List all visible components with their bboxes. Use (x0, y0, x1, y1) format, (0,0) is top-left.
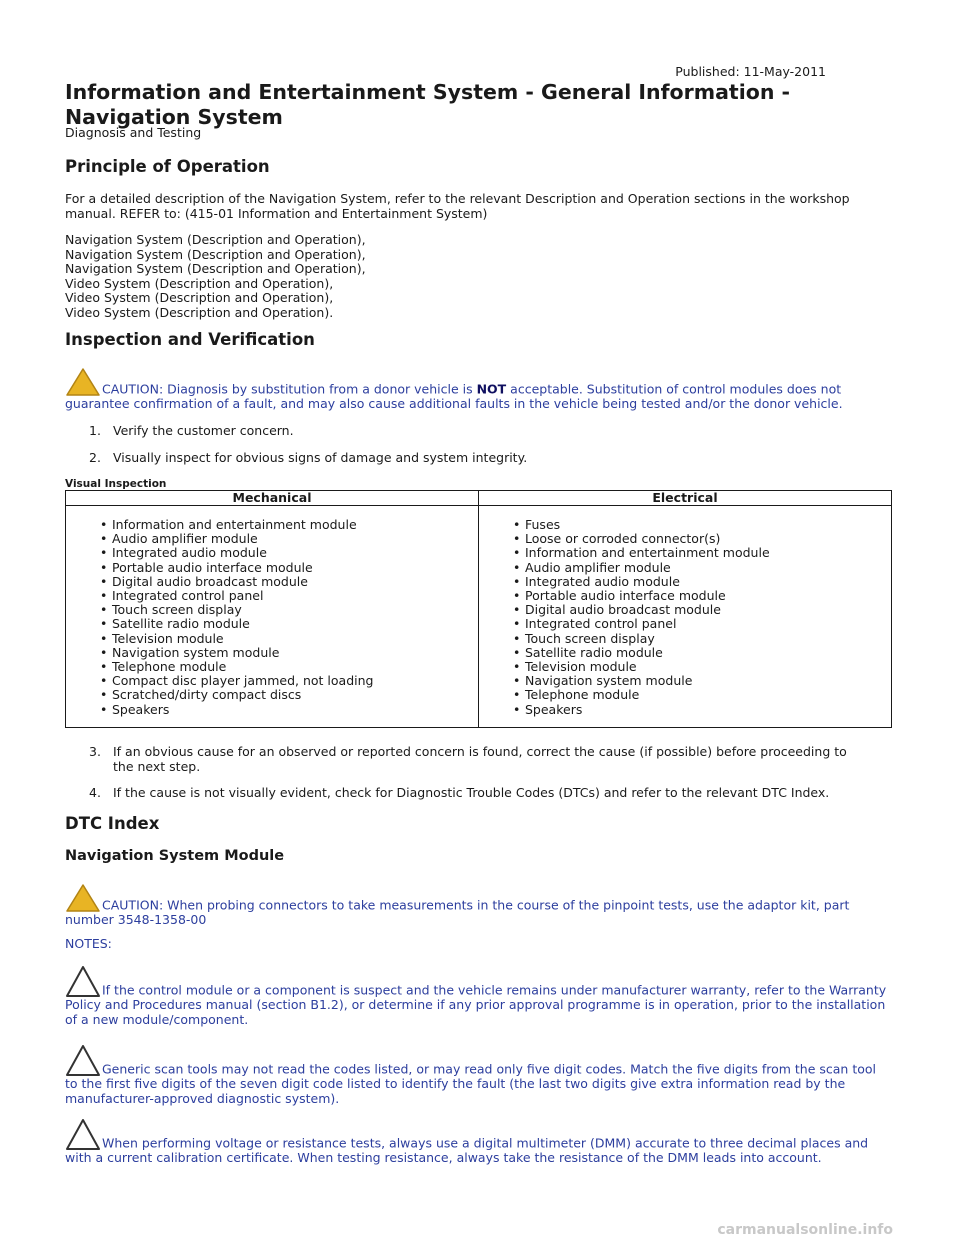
note-text: Generic scan tools may not read the codes listed, or may read only five digit codes. Match the five digits from the scan tool to the first five digits of the seven digit code listed to identify the fault (the last two digits give extra information read by the manufacturer-approved diagnostic system). (65, 1061, 876, 1106)
list-item: • Compact disc player jammed, not loading (112, 674, 478, 688)
list-item: • Speakers (112, 703, 478, 717)
ref-line[interactable]: Video System (Description and Operation), (65, 290, 334, 305)
ref-line[interactable]: Video System (Description and Operation), (65, 275, 334, 291)
list-item: • Fuses (525, 518, 891, 532)
caution-probing (65, 883, 891, 928)
list-item: • Television module (525, 660, 891, 674)
column-header-electrical: Electrical (479, 491, 892, 506)
ref-line[interactable]: Navigation System (Description and Operation), (65, 232, 366, 247)
notes-label: NOTES: (65, 936, 112, 951)
visual-inspection-table (65, 490, 892, 728)
list-item: • Integrated control panel (112, 589, 478, 603)
caution-text: CAUTION: When probing connectors to take measurements in the course of the pinpoint tests, use the adaptor kit, part number 3548-1358-00 (65, 897, 850, 927)
note-triangle-icon (65, 1118, 101, 1151)
list-item: • Audio amplifier module (112, 532, 478, 546)
step-text: Verify the customer concern. (113, 423, 294, 438)
list-item: • Portable audio interface module (112, 561, 478, 575)
caution-text: acceptable. Substitution of control modules does not guarantee confirmation of a fault, and may also cause additional faults in the vehicle being tested and/or the donor vehicle. (65, 381, 843, 411)
caution-donor (65, 367, 891, 412)
note-triangle-icon (65, 965, 101, 998)
warning-triangle-icon (65, 883, 101, 913)
list-item: • Information and entertainment module (112, 518, 478, 532)
electrical-list (479, 518, 891, 717)
step-number: 4. (89, 785, 101, 800)
note-text: If the control module or a component is suspect and the vehicle remains under manufacturer warranty, refer to the Warranty Policy and Procedures manual (section B1.2), or determine if any prior approval programme is in operation, prior to the installation of a new module/component. (65, 982, 887, 1027)
list-item: • Digital audio broadcast module (112, 575, 478, 589)
step-text: If an obvious cause for an observed or reported concern is found, correct the cause (if possible) before proceeding to the next step. (113, 744, 847, 774)
list-item: • Integrated audio module (525, 575, 891, 589)
heading-dtc-index: DTC Index (65, 814, 160, 833)
list-item: • Information and entertainment module (525, 546, 891, 560)
list-item: • Integrated control panel (525, 617, 891, 631)
page-subtitle: Diagnosis and Testing (65, 125, 202, 140)
step-number: 3. (89, 744, 101, 759)
published-date: Published: 11-May-2011 (675, 64, 826, 79)
list-item: • Telephone module (112, 660, 478, 674)
list-item: • Loose or corroded connector(s) (525, 532, 891, 546)
note-text: When performing voltage or resistance tests, always use a digital multimeter (DMM) accurate to three decimal places and with a current calibration certificate. When testing resistance, always take the resistance of the DMM leads into account. (65, 1135, 869, 1165)
column-header-mechanical: Mechanical (66, 491, 479, 506)
list-item: • Touch screen display (112, 603, 478, 617)
mechanical-list (66, 518, 478, 717)
ref-line[interactable]: Video System (Description and Operation). (65, 304, 334, 320)
list-item: • Digital audio broadcast module (525, 603, 891, 617)
step-text: If the cause is not visually evident, check for Diagnostic Trouble Codes (DTCs) and refer to the relevant DTC Index. (113, 785, 830, 800)
step-number: 2. (89, 450, 101, 465)
footer-watermark: carmanualsonline.info (717, 1222, 893, 1238)
heading-principle: Principle of Operation (65, 157, 270, 176)
caution-emphasis: NOT (476, 381, 507, 397)
caution-text: CAUTION: Diagnosis by substitution from a donor vehicle is (102, 381, 477, 397)
list-item: • Portable audio interface module (525, 589, 891, 603)
list-item: • Satellite radio module (112, 617, 478, 631)
list-item: • Scratched/dirty compact discs (112, 688, 478, 702)
list-item: • Navigation system module (525, 674, 891, 688)
list-item: • Touch screen display (525, 632, 891, 646)
ref-line[interactable]: Navigation System (Description and Operation), (65, 261, 366, 276)
ref-line[interactable]: Navigation System (Description and Operation), (65, 246, 366, 262)
list-item: • Audio amplifier module (525, 561, 891, 575)
list-item: • Telephone module (525, 688, 891, 702)
list-item: • Integrated audio module (112, 546, 478, 560)
page-title: Information and Entertainment System - General Information - Navigation System (65, 80, 791, 129)
principle-intro: For a detailed description of the Navigation System, refer to the relevant Description and Operation sections in the workshop manual. REFER to: (415-01 Information and Entertainment System) (65, 191, 850, 221)
mechanical-cell (66, 506, 479, 728)
list-item: • Television module (112, 632, 478, 646)
electrical-cell (479, 506, 892, 728)
step-number: 1. (89, 423, 101, 438)
note-triangle-icon (65, 1044, 101, 1077)
note-scan-tools (65, 1044, 891, 1106)
note-warranty (65, 965, 891, 1027)
visual-inspection-label: Visual Inspection (65, 478, 167, 490)
note-multimeter (65, 1118, 891, 1166)
heading-inspection: Inspection and Verification (65, 330, 315, 349)
list-item: • Satellite radio module (525, 646, 891, 660)
principle-refs (65, 233, 891, 320)
step-text: Visually inspect for obvious signs of damage and system integrity. (113, 450, 528, 465)
list-item: • Navigation system module (112, 646, 478, 660)
warning-triangle-icon (65, 367, 101, 397)
list-item: • Speakers (525, 703, 891, 717)
heading-navigation-module: Navigation System Module (65, 848, 285, 864)
